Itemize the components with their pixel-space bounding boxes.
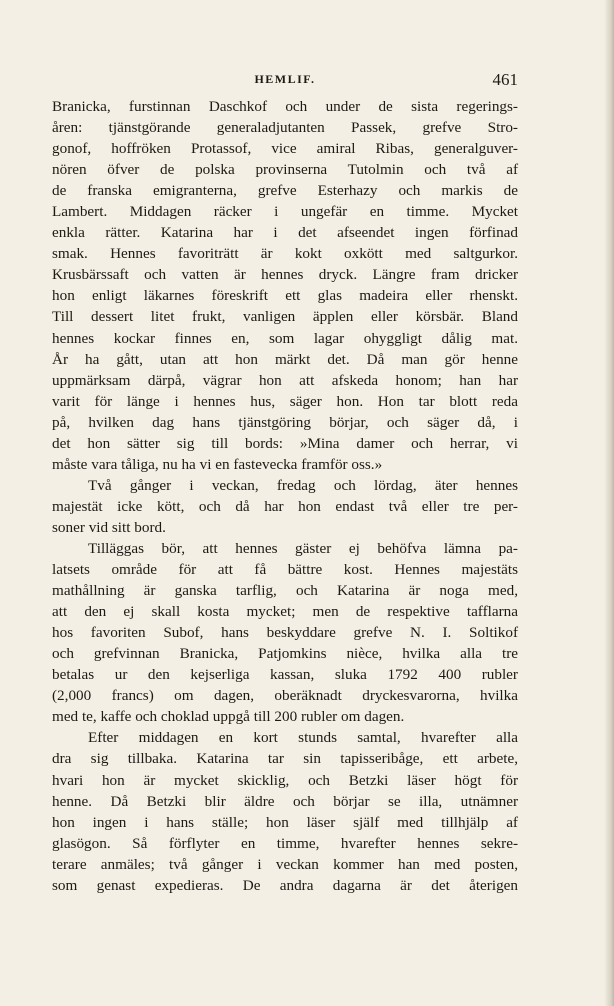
text-line: (2,000 francs) om dagen, oberäknadt dryckesvarorna, hvilka (52, 687, 518, 705)
text-line: mathållning är ganska tarflig, och Katarina är noga med, (52, 582, 518, 600)
text-line: uppmärksam därpå, vägrar hon att afskeda honom; han har (52, 371, 518, 389)
text-line: smak. Hennes favoriträtt är kokt oxkött med saltgurkor. (52, 245, 518, 263)
text-line: betalas ur den kejserliga kassan, sluka 1792 400 rubler (52, 666, 518, 684)
text-line: måste vara tåliga, nu ha vi en fastevecka framför oss.» (52, 455, 383, 473)
page-header (52, 70, 518, 92)
text-line: majestät icke kött, och då har hon endast två eller tre per- (52, 497, 518, 515)
text-line: hennes kockar finnes en, som lagar ohyggligt dålig mat. (52, 329, 518, 347)
text-line: glasögon. Så förflyter en timme, hvarefter hennes sekre- (52, 834, 518, 852)
running-title: HEMLIF. (254, 72, 316, 86)
text-line: varit för länge i hennes hus, säger hon. Hon tar blott reda (52, 392, 518, 410)
text-line: hos favoriten Subof, hans beskyddare grefve N. I. Soltikof (52, 624, 518, 642)
text-line: på, hvilken dag hans tjänstgöring börjar, och säger då, i (52, 413, 518, 431)
text-line: hvari hon är mycket skicklig, och Betzki läser högt för (52, 771, 518, 789)
text-line: nören öfver de polska provinserna Tutolmin och två af (52, 161, 518, 179)
text-line: Två gånger i veckan, fredag och lördag, äter hennes (88, 476, 518, 494)
text-line: Krusbärssaft och vatten är hennes dryck. Längre fram dricker (52, 266, 518, 284)
text-line: dra sig tillbaka. Katarina tar sin tapisseribåge, ett arbete, (52, 750, 518, 768)
page-edge-shadow (604, 0, 614, 1006)
text-line: hon enligt läkarnes föreskrift ett glas madeira eller rhenskt. (52, 287, 518, 305)
text-line: att den ej skall kosta mycket; men de respektive tafflarna (52, 603, 518, 621)
page-number: 461 (492, 70, 518, 89)
text-line: År ha gått, utan att hon märkt det. Då man gör henne (52, 350, 518, 368)
text-line: henne. Då Betzki blir äldre och börjar se illa, utnämner (52, 792, 518, 810)
text-line: soner vid sitt bord. (52, 518, 166, 536)
body-text (52, 96, 518, 896)
text-line: hon ingen i hans ställe; hon läser själf med tillhjälp af (52, 813, 518, 831)
text-line: med te, kaffe och choklad uppgå till 200 rubler om dagen. (52, 708, 405, 726)
text-line: gonof, hoffröken Protassof, vice amiral Ribas, generalguver- (52, 140, 518, 158)
text-line: de franska emigranterna, grefve Esterhazy och markis de (52, 182, 518, 200)
text-line: Lambert. Middagen räcker i ungefär en timme. Mycket (52, 203, 518, 221)
text-line: Branicka, furstinnan Daschkof och under de sista regerings- (52, 98, 518, 115)
text-line: som genast expedieras. De andra dagarna är det återigen (52, 876, 518, 894)
text-line: enkla rätter. Katarina har i det afseendet ingen förfinad (52, 224, 518, 242)
text-line: det hon sätter sig till bords: »Mina damer och herrar, vi (52, 434, 518, 452)
text-line: och grefvinnan Branicka, Patjomkins nièce, hvilka alla tre (52, 645, 518, 663)
text-line: latsets område för att få bättre kost. Hennes majestäts (52, 561, 518, 579)
text-line: Efter middagen en kort stunds samtal, hvarefter alla (88, 729, 518, 747)
text-line: åren: tjänstgörande generaladjutanten Passek, grefve Stro- (52, 119, 518, 137)
text-line: Tilläggas bör, att hennes gäster ej behöfva lämna pa- (88, 539, 518, 557)
text-line: terare anmäles; två gånger i veckan kommer han med posten, (52, 855, 518, 873)
text-line: Till dessert litet frukt, vanligen äpplen eller körsbär. Bland (52, 308, 518, 326)
